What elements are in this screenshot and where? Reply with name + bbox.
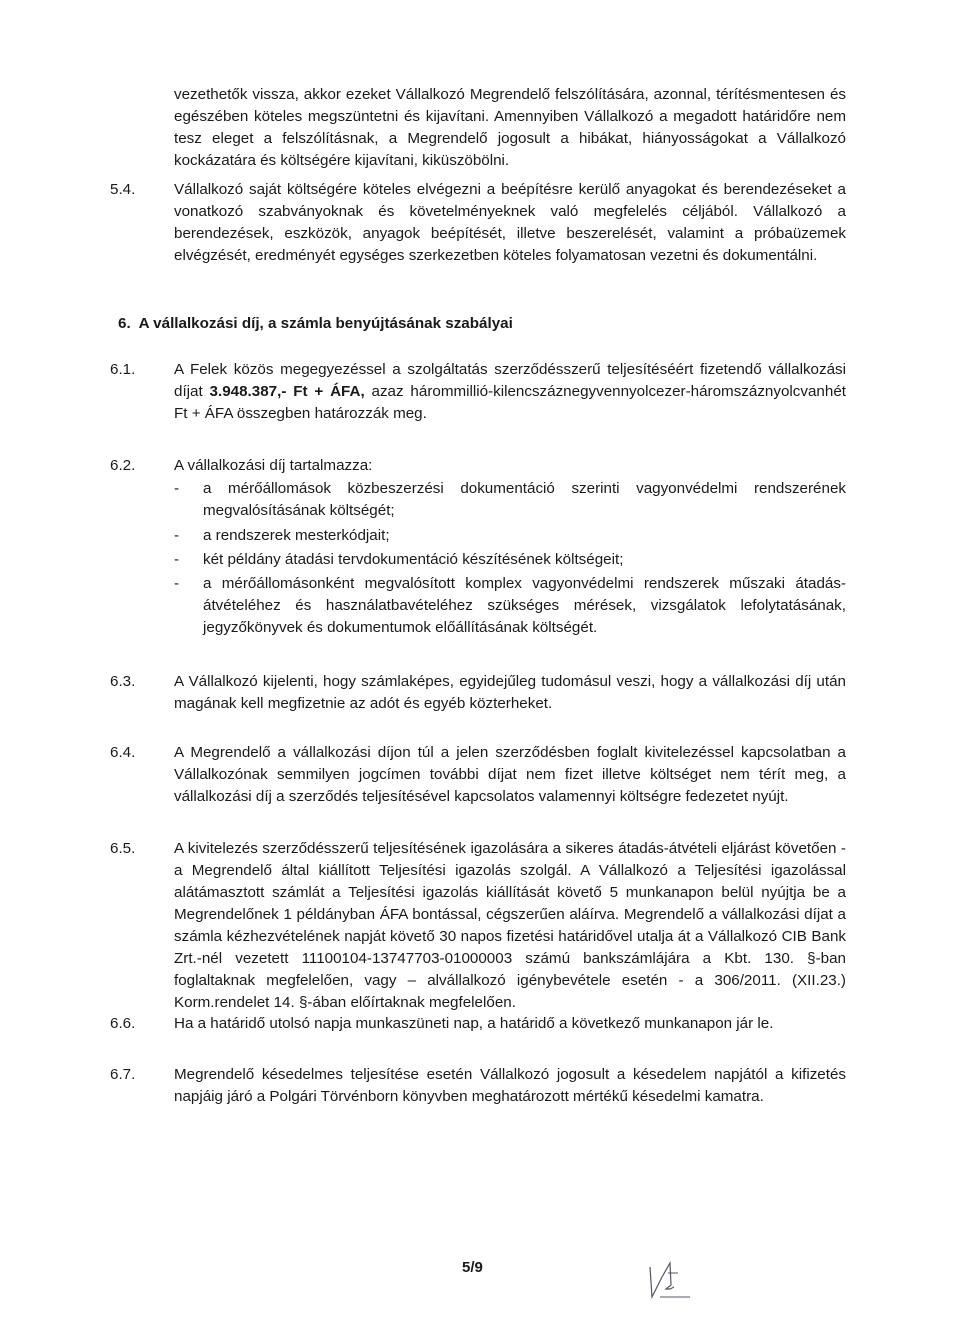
section-6-2-lead: A vállalkozási díj tartalmazza: — [174, 457, 373, 474]
list-item: a mérőállomásonként megvalósított komplex vagyonvédelmi rendszerek műszaki átadás-átvételéhez és használatbavételéhez szükséges mérések, vizsgálatok lefolytatásának, jegyzőkönyvek és dokumentumok előállításának költségét. — [203, 575, 846, 636]
section-6-2-number: 6.2. — [110, 457, 136, 474]
section-6-1-text-a: A Felek közös megegyezéssel a szolgáltatás szerződésszerű teljesítéséért fizetendő vállalkozási díjat — [174, 361, 846, 400]
section-6-1-number: 6.1. — [110, 361, 136, 378]
section-6-7-text: Megrendelő késedelmes teljesítése esetén Vállalkozó jogosult a késedelem napjától a kifizetés napjáig járó a Polgári Törvénborn könyvben meghatározott mértékű késedelmi kamatra. — [174, 1066, 846, 1105]
section-5-4-number: 5.4. — [110, 181, 136, 198]
section-5-4-text: Vállalkozó saját költségére köteles elvégezni a beépítésre kerülő anyagokat és berendezéseket a vonatkozó szabványoknak és követelményeknek való megfelelés céljából. Vállalkozó a berendezések, eszközök, anyagok beépítését, illetve beszerelését, valamint a próbaüzemek elvégzését, eredményét egységes szerkezetben köteles folyamatosan vezetni és dokumentálni. — [174, 181, 846, 264]
section-6-6-number: 6.6. — [110, 1015, 136, 1032]
handwritten-initials — [640, 1245, 700, 1310]
section-6-4-number: 6.4. — [110, 744, 136, 761]
section-6-number: 6. — [118, 315, 131, 332]
section-6-3-number: 6.3. — [110, 673, 136, 690]
list-item: két példány átadási tervdokumentáció készítésének költségeit; — [203, 551, 624, 568]
section-6-6-text: Ha a határidő utolsó napja munkaszüneti nap, a határidő a következő munkanapon jár le. — [174, 1015, 774, 1032]
section-6-5-number: 6.5. — [110, 840, 136, 857]
bullet-dash: - — [174, 527, 180, 544]
section-6-title: A vállalkozási díj, a számla benyújtásának szabályai — [138, 315, 513, 332]
bullet-dash: - — [174, 575, 180, 592]
list-item: a rendszerek mesterkódjait; — [203, 527, 390, 544]
intro-paragraph: vezethetők vissza, akkor ezeket Vállalkozó Megrendelő felszólítására, azonnal, térítésmentesen és egészében köteles megszüntetni és kijavítani. Amennyiben Vállalkozó a megadott határidőre nem tesz eleget a felszólításnak, a Megrendelő jogosult a hibákat, hiányosságokat a Vállalkozó kockázatára és költségére kijavítani, kiküszöbölni. — [174, 86, 846, 169]
bullet-dash: - — [174, 551, 180, 568]
contract-amount: 3.948.387,- Ft + ÁFA, — [209, 383, 365, 400]
section-6-1-text-b: azaz hárommillió-kilencszáznegyvennyolcezer-háromszáznyolcvanhét Ft + ÁFA összegben határozzák meg. — [174, 383, 846, 422]
section-6-heading — [118, 313, 513, 335]
section-6-4-text: A Megrendelő a vállalkozási díjon túl a jelen szerződésben foglalt kivitelezéssel kapcsolatban a Vállalkozónak semmilyen jogcímen további díjat nem fizet illetve költséget nem térít meg, a vállalkozási díj a szerződés teljesítésével kapcsolatos valamennyi költségre fedezetet nyújt. — [174, 744, 846, 805]
section-6-5-text: A kivitelezés szerződésszerű teljesítésének igazolására a sikeres átadás-átvételi eljárást követően - a Megrendelő által kiállított Teljesítési igazolás szolgál. A Vállalkozó a Teljesítési igazolással alátámasztott számlát a Teljesítési igazolás kiállítását követő 5 munkanapon belül nyújtja be a Megrendelőnek 1 példányban ÁFA bontással, cégszerűen aláírva. Megrendelő a vállalkozási díjat a számla kézhezvételének napját követő 30 napos fizetési határidővel utalja át a Vállalkozó CIB Bank Zrt.-nél vezetett 11100104-13747703-01000003 számú bankszámlájára a Kbt. 130. §-ban foglaltaknak megfelelően, vagy – alvállalkozó igénybevétele esetén - a 306/2011. (XII.23.) Korm.rendelet 14. §-ában előírtaknak megfelelően. — [174, 840, 846, 1011]
list-item: a mérőállomások közbeszerzési dokumentáció szerinti vagyonvédelmi rendszerének megvalósításának költségét; — [203, 480, 846, 519]
section-6-1-text — [174, 359, 846, 425]
section-6-3-text: A Vállalkozó kijelenti, hogy számlaképes, egyidejűleg tudomásul veszi, hogy a vállalkozási díj után magának kell megfizetnie az adót és egyéb közterheket. — [174, 673, 846, 712]
section-6-7-number: 6.7. — [110, 1066, 136, 1083]
bullet-dash: - — [174, 480, 180, 497]
page-number: 5/9 — [462, 1259, 483, 1276]
